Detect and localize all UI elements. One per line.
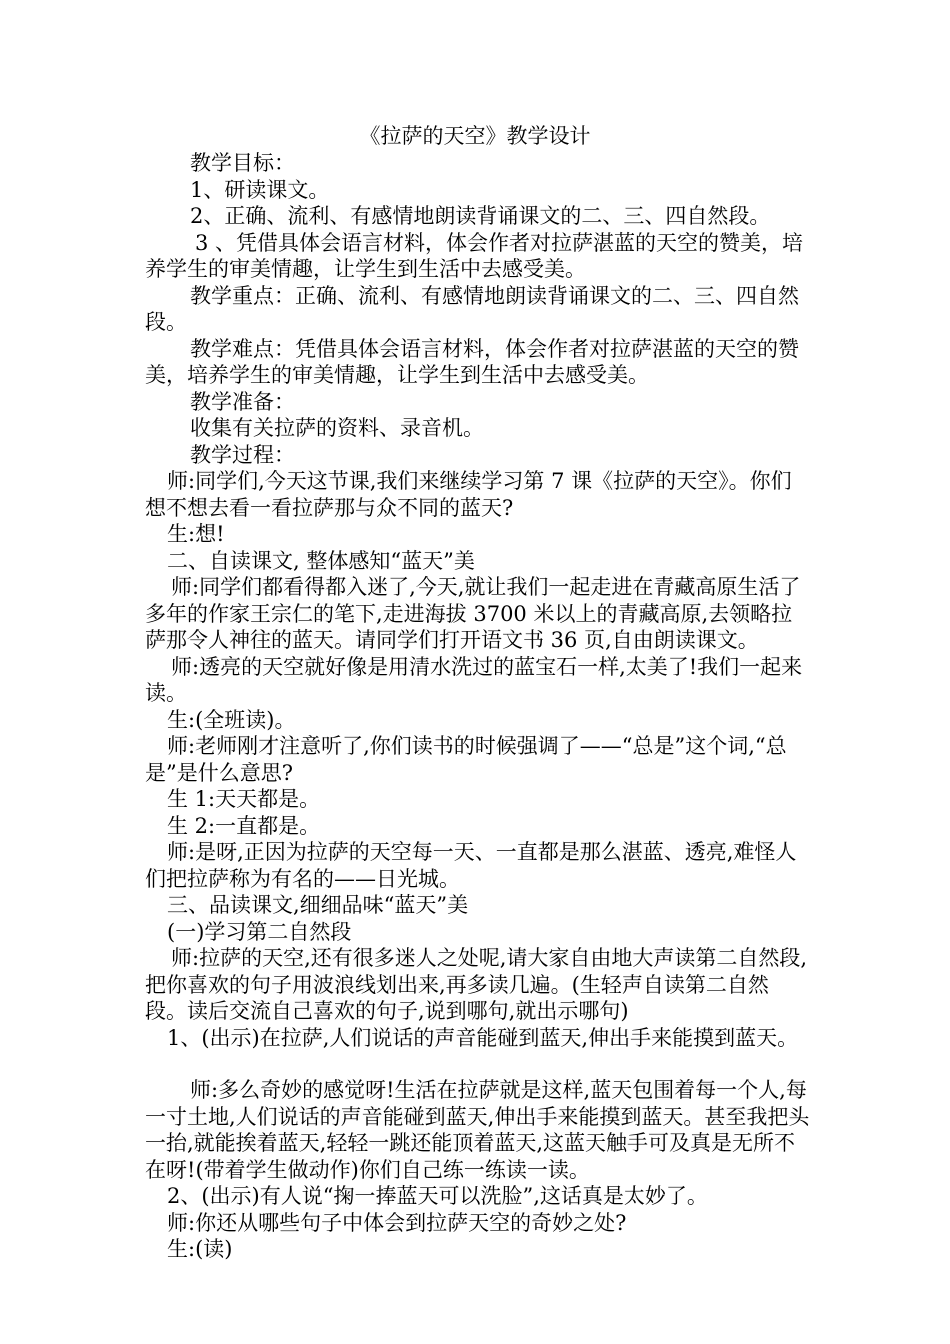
paragraph-student-1: 生 1:天天都是。 <box>167 787 321 811</box>
paragraph-section-2-heading: 二、自读课文, 整体感知“蓝天”美 <box>167 548 475 573</box>
paragraph-difficulty: 教学难点：凭借具体会语言材料，体会作者对拉萨湛蓝的天空的赞美，培养学生的审美情趣，让学生到生活中去感受美。 <box>145 336 799 387</box>
paragraph-key-point: 教学重点：正确、流利、有感情地朗读背诵课文的二、三、四自然段。 <box>145 283 799 334</box>
paragraph-show-1: 1、(出示)在拉萨,人们说话的声音能碰到蓝天,伸出手来能摸到蓝天。 <box>167 1025 799 1050</box>
paragraph-section-3-heading: 三、品读课文,细细品味“蓝天”美 <box>167 893 469 917</box>
paragraph-teacher-6: 师:拉萨的天空,还有很多迷人之处呢,请大家自由地大声读第二自然段,把你喜欢的句子用波浪线划出来,再多读几遍。(生轻声自读第二自然段。读后交流自己喜欢的句子,说到哪句,就出示哪句) <box>145 946 808 1023</box>
paragraph-teacher-8: 师:你还从哪些句子中体会到拉萨天空的奇妙之处? <box>167 1210 627 1235</box>
paragraph-show-2: 2、(出示)有人说“掬一捧蓝天可以洗脸”,这话真是太妙了。 <box>167 1184 708 1208</box>
paragraph-student-read: 生:(全班读)。 <box>167 707 296 732</box>
document-body <box>145 150 810 1263</box>
paragraph-teacher-4: 师:老师刚才注意听了,你们读书的时候强调了——“总是”这个词,“总是”是什么意思? <box>145 734 787 785</box>
paragraph-objective-2: 2、正确、流利、有感情地朗读背诵课文的二、三、四自然段。 <box>190 204 771 228</box>
paragraph-teacher-intro: 师:同学们,今天这节课,我们来继续学习第 7 课《拉萨的天空》。你们想不想去看一看拉萨那与众不同的蓝天? <box>145 469 792 520</box>
paragraph-process-heading: 教学过程： <box>190 442 295 467</box>
paragraph-student-read-2: 生:(读) <box>167 1237 233 1261</box>
paragraph-teacher-2: 师:同学们都看得都入迷了,今天,就让我们一起走进在青藏高原生活了多年的作家王宗仁的笔下,走进海拔 3700 米以上的青藏高原,去领略拉萨那令人神往的蓝天。请同学们打开语文书 36 页,自由朗读课文。 <box>145 575 801 652</box>
document-title: 《拉萨的天空》教学设计 <box>359 124 591 148</box>
paragraph-teacher-3: 师:透亮的天空就好像是用清水洗过的蓝宝石一样,太美了!我们一起来读。 <box>145 654 803 705</box>
paragraph-teacher-7: 师:多么奇妙的感觉呀!生活在拉萨就是这样,蓝天包围着每一个人,每一寸土地,人们说话的声音能碰到蓝天,伸出手来能摸到蓝天。甚至我把头一抬,就能挨着蓝天,轻轻一跳还能顶着蓝天,这蓝天触手可及真是无所不在呀!(带着学生做动作)你们自己练一练读一读。 <box>145 1078 810 1182</box>
blank-line <box>145 1051 810 1077</box>
paragraph-student-reply: 生:想! <box>167 522 225 546</box>
paragraph-preparation: 收集有关拉萨的资料、录音机。 <box>190 416 484 440</box>
paragraph-objective-1: 1、研读课文。 <box>190 177 330 202</box>
paragraph-student-2: 生 2:一直都是。 <box>167 813 321 838</box>
paragraph-subsection-1: (一)学习第二自然段 <box>167 919 352 944</box>
paragraph-objectives-heading: 教学目标： <box>190 151 295 175</box>
paragraph-teacher-5: 师:是呀,正因为拉萨的天空每一天、一直都是那么湛蓝、透亮,难怪人们把拉萨称为有名的——日光城。 <box>145 840 797 891</box>
paragraph-preparation-heading: 教学准备： <box>190 389 295 414</box>
paragraph-objective-3: 3 、凭借具体会语言材料，体会作者对拉萨湛蓝的天空的赞美，培养学生的审美情趣，让学生到生活中去感受美。 <box>145 230 804 281</box>
